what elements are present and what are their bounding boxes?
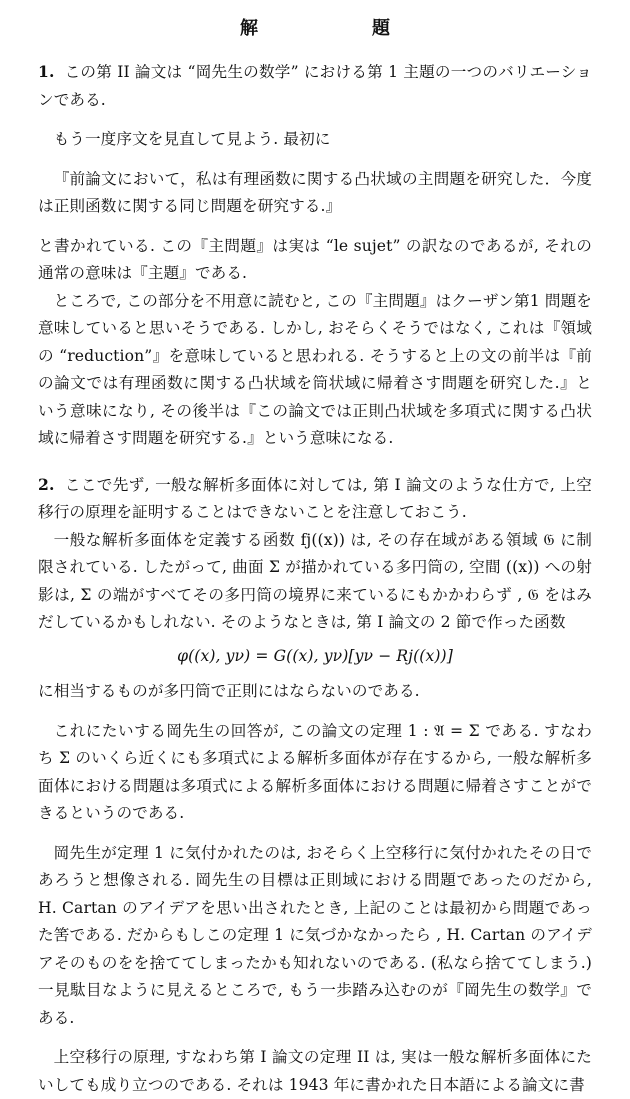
formula xyxy=(38,643,592,671)
paragraph: 上空移行の原理, すなわち第 I 論文の定理 II は, 実は一般な解析多面体にたいしても成り立つのである. それは 1943 年に書かれた日本語による論文に書 xyxy=(38,1048,592,1094)
paragraph: 岡先生が定理 1 に気付かれたのは, おそらく上空移行に気付かれたその日であろうと想像される. 岡先生の目標は正則域における問題であったのだから, H. Cartan のアイデアを思い出されたとき, 上記のことは最初から問題であった筈である. だからもしこの定理 1 に気づかなかったら , H. Cartan のアイデアそのものをを捨ててしまったかも知れないのである. (私なら捨ててしまう.) 一見駄目なように見えるところで, もう一歩踏み込むのが『岡先生の数学』である. xyxy=(38,843,592,1027)
quote-paragraph: 『前論文において，私は有理函数に関する凸状域の主問題を研究した．今度は正則函数に関する同じ問題を研究する.』 xyxy=(38,169,592,215)
paragraph: これにたいする岡先生の回答が, この論文の定理 1 : 𝔄 = Σ である. すなわち Σ のいくら近くにも多項式による解析多面体が存在するから, 一般な解析多面体における問題は多項式による解析多面体における問題に帰着さすことができるというのである. xyxy=(38,721,592,822)
paragraph: 一般な解析多面体を定義する函数 fj((x)) は, その存在域がある領域 𝔊 に制限されている. したがって, 曲面 Σ が描かれている多円筒の, 空間 ((x)) への射影は, Σ の端がすべてその多円筒の境界に来ているにもかかわらず , 𝔊 をはみだしているかもしれない. そのようなときは, 第 I 論文の 2 節で作った函数 xyxy=(38,530,592,631)
paragraph: もう一度序文を見直して見よう. 最初に xyxy=(53,130,331,148)
paragraph: と書かれている. この『主問題』は実は “le sujet” の訳なのであるが, それの通常の意味は『主題』である. xyxy=(38,236,592,282)
paragraph-text: ここで先ず, 一般な解析多面体に対しては, 第 I 論文のような仕方で, 上空移行の原理を証明することはできないことを注意しておこう. xyxy=(38,475,592,521)
document-page xyxy=(38,14,592,1099)
paragraph-text: この第 II 論文は “岡先生の数学” における第 1 主題の一つのバリエーションである. xyxy=(38,63,592,109)
paragraph: に相当するものが多円筒で正則にはならないのである. xyxy=(38,682,420,700)
paragraph: ところで, この部分を不用意に読むと, この『主問題』はクーザン第1 問題を意味していると思いそうである. しかし, おそらくそうではなく, これは『領域の “reduction”』を意味していると思われる. そうすると上の文の前半は『前の論文では有理函数に関する凸状域を筒状域に帰着さす問題を研究した.』という意味になり, その後半は『この論文では正則凸状域を多項式に関する凸状域に帰着さす問題を研究する.』という意味になる. xyxy=(38,291,592,447)
section-number: 2. xyxy=(38,474,55,494)
section-number: 1. xyxy=(38,62,55,81)
section-2-intro xyxy=(38,471,592,527)
section-1-intro xyxy=(38,58,592,114)
page-title: 解 題 xyxy=(240,18,416,39)
formula-text: φ((x), yν) = G((x), yν)[yν − Rj((x))] xyxy=(177,646,453,665)
